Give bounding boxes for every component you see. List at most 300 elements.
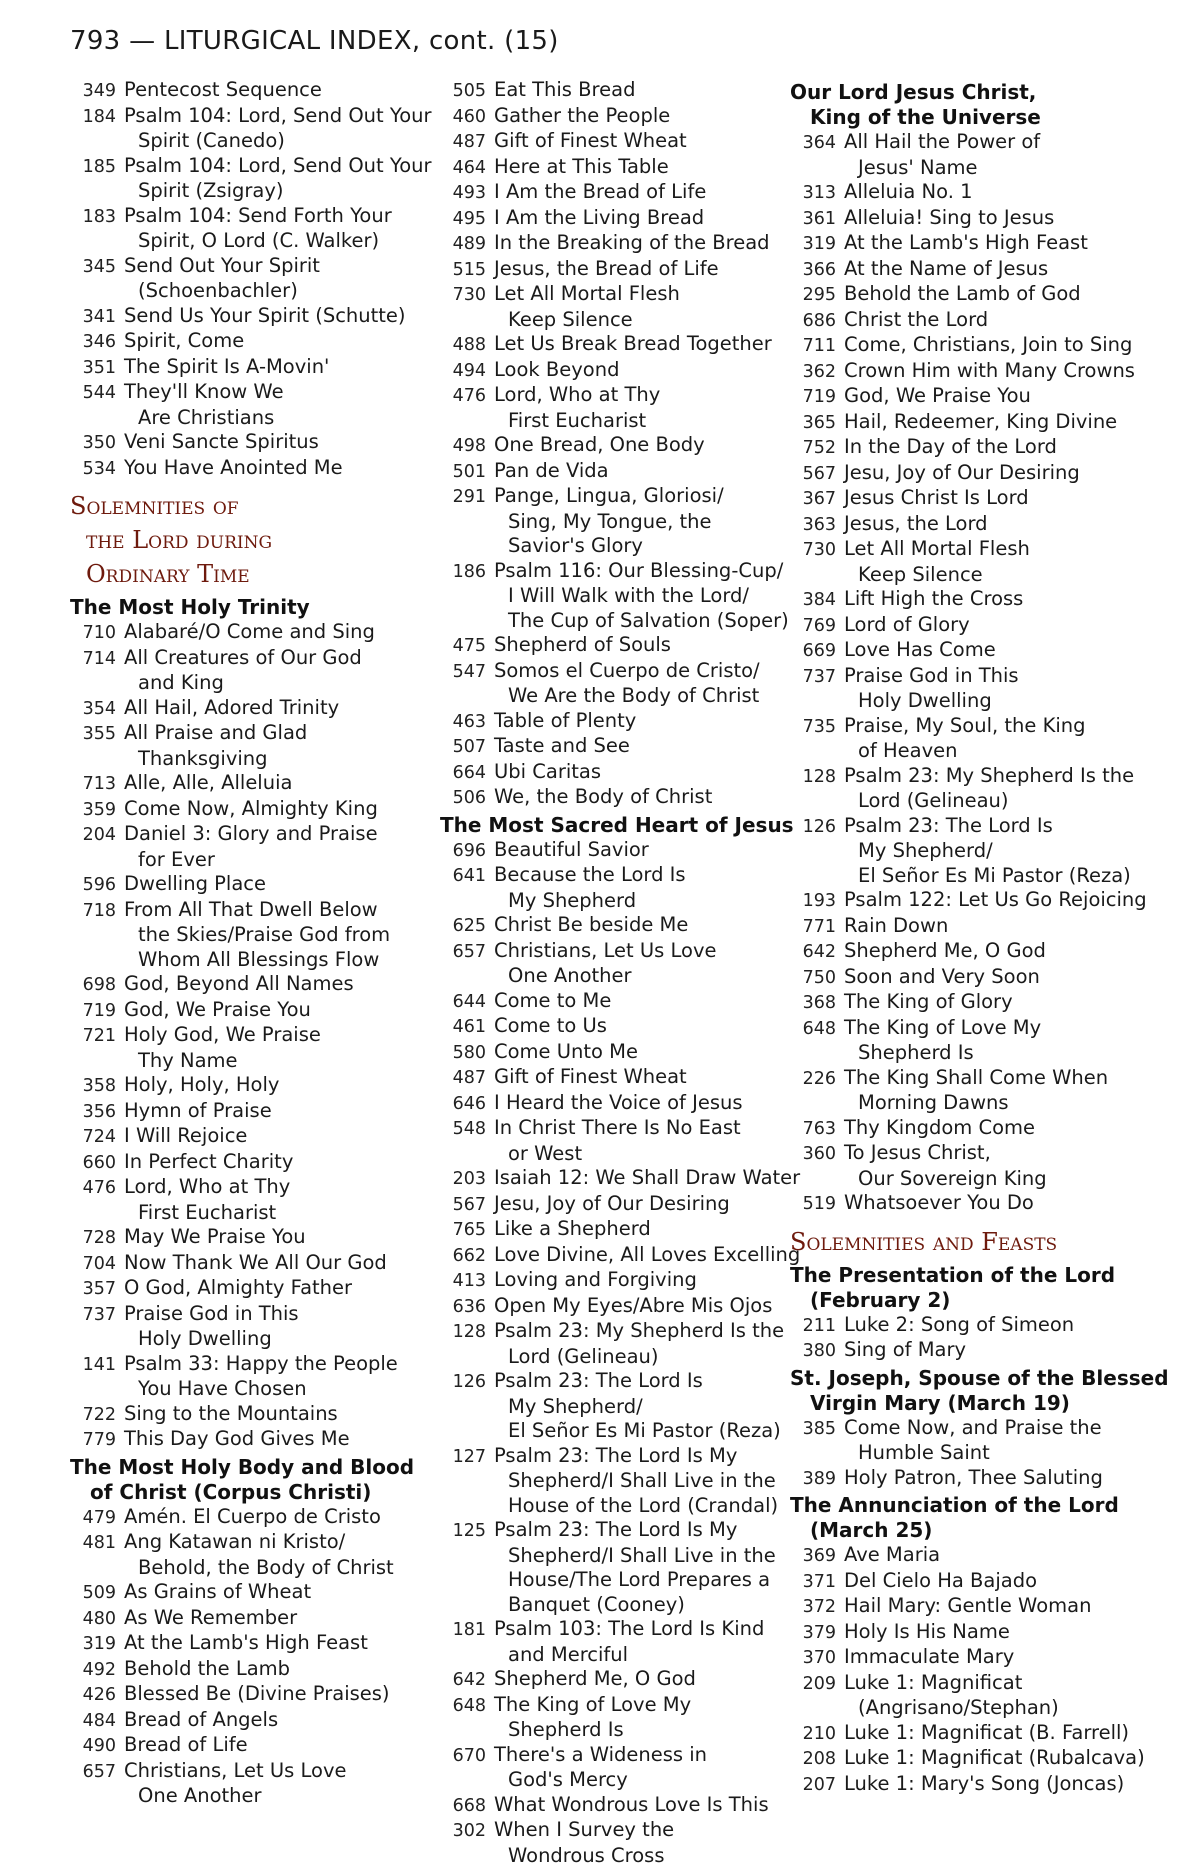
hymn-title: Daniel 3: Glory and Praise [124, 822, 378, 845]
index-entry [440, 1818, 790, 1844]
subsection-heading-line: The Most Holy Trinity [70, 595, 440, 620]
hymn-title: Ave Maria [844, 1543, 940, 1566]
hymn-title: As We Remember [124, 1606, 297, 1629]
hymn-title-continued: Jesus' Name [790, 156, 1180, 181]
section-heading [790, 1225, 1180, 1259]
hymn-number: 657 [440, 940, 486, 965]
hymn-number: 722 [70, 1403, 116, 1428]
index-entry [70, 1402, 440, 1428]
index-entry [70, 78, 440, 104]
hymn-number: 413 [440, 1269, 486, 1294]
index-entry [70, 1530, 440, 1556]
subsection-heading-line: (March 25) [790, 1518, 1180, 1543]
hymn-number: 125 [440, 1519, 486, 1544]
hymn-number: 494 [440, 359, 486, 384]
hymn-title: Alabaré/O Come and Sing [124, 620, 375, 643]
index-entry [790, 384, 1180, 410]
hymn-title: Come to Me [494, 989, 611, 1012]
index-entry [790, 308, 1180, 334]
hymn-title: Here at This Table [494, 155, 669, 178]
hymn-title: Lift High the Cross [844, 587, 1023, 610]
hymn-title: Praise God in This [844, 664, 1019, 687]
hymn-title: Psalm 23: The Lord Is My [494, 1444, 737, 1467]
hymn-title: God, Beyond All Names [124, 972, 354, 995]
hymn-number: 360 [790, 1142, 836, 1167]
hymn-number: 185 [70, 155, 116, 180]
hymn-number: 488 [440, 333, 486, 358]
hymn-title: Eat This Bread [494, 78, 635, 101]
hymn-number: 492 [70, 1658, 116, 1683]
section-heading [70, 489, 440, 591]
index-entry [70, 1099, 440, 1125]
index-entry [440, 1166, 790, 1192]
hymn-title: One Bread, One Body [494, 433, 705, 456]
hymn-number: 670 [440, 1744, 486, 1769]
hymn-number: 668 [440, 1794, 486, 1819]
hymn-number: 359 [70, 798, 116, 823]
hymn-number: 460 [440, 105, 486, 130]
hymn-number: 345 [70, 255, 116, 280]
hymn-number: 476 [440, 384, 486, 409]
index-entry [440, 1116, 790, 1142]
hymn-title-continued: Spirit (Zsigray) [70, 179, 440, 204]
hymn-title: Somos el Cuerpo de Cristo/ [494, 659, 760, 682]
index-entry [790, 764, 1180, 790]
subsection-heading [790, 1493, 1180, 1543]
hymn-title: Psalm 23: My Shepherd Is the [494, 1319, 784, 1342]
hymn-title: All Hail the Power of [844, 130, 1040, 153]
hymn-title: As Grains of Wheat [124, 1580, 311, 1603]
hymn-number: 495 [440, 207, 486, 232]
hymn-number: 714 [70, 647, 116, 672]
index-entry [440, 659, 790, 685]
hymn-number: 366 [790, 258, 836, 283]
hymn-title-continued: Shepherd Is [790, 1041, 1180, 1066]
index-entry [70, 1225, 440, 1251]
hymn-title: Praise, My Soul, the King [844, 714, 1086, 737]
hymn-title-continued: Spirit, O Lord (C. Walker) [70, 229, 440, 254]
hymn-title-continued: Sing, My Tongue, the [440, 510, 790, 535]
hymn-number: 476 [70, 1176, 116, 1201]
hymn-title: Lord, Who at Thy [124, 1175, 290, 1198]
hymn-title-continued: Behold, the Body of Christ [70, 1556, 440, 1581]
hymn-title-continued: One Another [70, 1784, 440, 1809]
hymn-title-continued: the Skies/Praise God from [70, 923, 440, 948]
index-entry [70, 1708, 440, 1734]
index-entry [440, 913, 790, 939]
hymn-title: All Praise and Glad [124, 721, 307, 744]
index-entry [790, 1016, 1180, 1042]
index-entry [70, 1606, 440, 1632]
hymn-number: 361 [790, 207, 836, 232]
index-entry [440, 1065, 790, 1091]
hymn-number: 349 [70, 79, 116, 104]
hymn-number: 642 [440, 1668, 486, 1693]
hymn-title: Like a Shepherd [494, 1217, 651, 1240]
hymn-title-continued: (Angrisano/Stephan) [790, 1696, 1180, 1721]
index-column-1 [70, 78, 440, 1809]
index-entry [70, 254, 440, 280]
hymn-title: Holy Is His Name [844, 1620, 1010, 1643]
index-entry [70, 1427, 440, 1453]
hymn-title: At the Lamb's High Feast [844, 231, 1088, 254]
hymn-number: 771 [790, 915, 836, 940]
hymn-title: Psalm 23: The Lord Is [494, 1369, 703, 1392]
hymn-title: Psalm 104: Lord, Send Out Your [124, 104, 432, 127]
index-entry [440, 1693, 790, 1719]
index-entry [70, 771, 440, 797]
subsection-heading [70, 1455, 440, 1505]
hymn-title-continued: of Heaven [790, 739, 1180, 764]
hymn-title: Amén. El Cuerpo de Cristo [124, 1505, 381, 1528]
hymn-title-continued: Spirit (Canedo) [70, 129, 440, 154]
hymn-title: Psalm 104: Send Forth Your [124, 204, 392, 227]
hymn-number: 625 [440, 914, 486, 939]
hymn-number: 355 [70, 722, 116, 747]
index-entry [70, 822, 440, 848]
hymn-number: 362 [790, 360, 836, 385]
hymn-title: Luke 1: Magnificat [844, 1671, 1022, 1694]
hymn-title: Christ Be beside Me [494, 913, 688, 936]
index-entry [70, 1175, 440, 1201]
hymn-number: 354 [70, 697, 116, 722]
hymn-number: 364 [790, 131, 836, 156]
hymn-number: 211 [790, 1314, 836, 1339]
index-entry [790, 130, 1180, 156]
hymn-title: Alleluia! Sing to Jesus [844, 206, 1054, 229]
index-entry [70, 620, 440, 646]
hymn-number: 646 [440, 1092, 486, 1117]
hymn-title: At the Name of Jesus [844, 257, 1048, 280]
index-entry [440, 1294, 790, 1320]
hymn-number: 384 [790, 588, 836, 613]
hymn-title: Rain Down [844, 914, 948, 937]
section-heading-line: the Lord during [70, 523, 440, 557]
hymn-number: 369 [790, 1544, 836, 1569]
index-entry [440, 484, 790, 510]
index-entry [440, 989, 790, 1015]
hymn-title-continued: Morning Dawns [790, 1091, 1180, 1116]
hymn-number: 636 [440, 1295, 486, 1320]
index-entry [790, 1721, 1180, 1747]
index-entry [440, 180, 790, 206]
index-entry [790, 410, 1180, 436]
hymn-title-continued: Keep Silence [440, 308, 790, 333]
hymn-title: Look Beyond [494, 358, 619, 381]
hymn-title: Shepherd Me, O God [844, 939, 1046, 962]
hymn-number: 385 [790, 1417, 836, 1442]
index-entry [440, 1793, 790, 1819]
index-entry [440, 104, 790, 130]
index-entry [440, 734, 790, 760]
index-entry [790, 965, 1180, 991]
hymn-number: 669 [790, 639, 836, 664]
hymn-title: The King of Love My [844, 1016, 1041, 1039]
hymn-title-continued: First Eucharist [70, 1201, 440, 1226]
hymn-number: 648 [790, 1017, 836, 1042]
index-entry [440, 633, 790, 659]
subsection-heading-line: Virgin Mary (March 19) [790, 1391, 1180, 1416]
hymn-title: Praise God in This [124, 1302, 299, 1325]
hymn-title: Hail Mary: Gentle Woman [844, 1594, 1091, 1617]
index-entry [790, 587, 1180, 613]
hymn-title: Send Out Your Spirit [124, 254, 320, 277]
hymn-title-continued: Shepherd/I Shall Live in the [440, 1469, 790, 1494]
index-entry [70, 380, 440, 406]
hymn-title: In Perfect Charity [124, 1150, 293, 1173]
index-column-2 [440, 78, 790, 1868]
hymn-number: 126 [440, 1370, 486, 1395]
hymn-number: 370 [790, 1646, 836, 1671]
page-header [70, 26, 559, 56]
hymn-number: 664 [440, 761, 486, 786]
index-entry [70, 355, 440, 381]
hymn-title-continued: First Eucharist [440, 409, 790, 434]
hymn-title-continued: God's Mercy [440, 1768, 790, 1793]
subsection-heading [790, 1263, 1180, 1313]
index-entry [790, 638, 1180, 664]
hymn-number: 128 [440, 1320, 486, 1345]
index-entry [440, 1319, 790, 1345]
index-entry [790, 914, 1180, 940]
subsection-heading-line: St. Joseph, Spouse of the Blessed [790, 1366, 1180, 1391]
hymn-title-continued: House/The Lord Prepares a [440, 1568, 790, 1593]
hymn-title: Holy, Holy, Holy [124, 1073, 279, 1096]
hymn-title-continued: My Shepherd/ [440, 1395, 790, 1420]
hymn-number: 493 [440, 181, 486, 206]
hymn-number: 730 [790, 538, 836, 563]
hymn-title-continued: You Have Chosen [70, 1377, 440, 1402]
hymn-number: 710 [70, 621, 116, 646]
hymn-title: Psalm 122: Let Us Go Rejoicing [844, 888, 1147, 911]
hymn-title-continued: I Will Walk with the Lord/ [440, 584, 790, 609]
hymn-title-continued: and King [70, 671, 440, 696]
index-entry [790, 1594, 1180, 1620]
hymn-title: When I Survey the [494, 1818, 674, 1841]
hymn-title-continued: House of the Lord (Crandal) [440, 1494, 790, 1519]
hymn-title: The King Shall Come When [844, 1066, 1108, 1089]
hymn-number: 501 [440, 460, 486, 485]
index-entry [790, 1338, 1180, 1364]
hymn-title: The King of Love My [494, 1693, 691, 1716]
hymn-title-continued: Are Christians [70, 406, 440, 431]
hymn-number: 737 [790, 665, 836, 690]
hymn-number: 730 [440, 283, 486, 308]
hymn-number: 209 [790, 1672, 836, 1697]
index-entry [70, 797, 440, 823]
hymn-number: 490 [70, 1734, 116, 1759]
index-entry [440, 1091, 790, 1117]
hymn-title: I Am the Living Bread [494, 206, 704, 229]
hymn-number: 350 [70, 431, 116, 456]
index-entry [70, 1073, 440, 1099]
index-entry [440, 1014, 790, 1040]
hymn-title: Spirit, Come [124, 329, 244, 352]
hymn-number: 207 [790, 1773, 836, 1798]
hymn-title: Loving and Forgiving [494, 1268, 697, 1291]
index-entry [790, 206, 1180, 232]
hymn-title-continued: El Señor Es Mi Pastor (Reza) [440, 1419, 790, 1444]
hymn-title-continued: Whom All Blessings Flow [70, 948, 440, 973]
index-entry [790, 613, 1180, 639]
index-entry [70, 898, 440, 924]
hymn-title-continued: We Are the Body of Christ [440, 684, 790, 709]
hymn-title-continued: Humble Saint [790, 1441, 1180, 1466]
hymn-number: 426 [70, 1683, 116, 1708]
index-entry [790, 461, 1180, 487]
hymn-title-continued: My Shepherd/ [790, 839, 1180, 864]
hymn-number: 358 [70, 1074, 116, 1099]
hymn-number: 515 [440, 258, 486, 283]
index-entry [70, 1352, 440, 1378]
hymn-number: 567 [440, 1193, 486, 1218]
index-entry [70, 329, 440, 355]
hymn-title: Gift of Finest Wheat [494, 129, 687, 152]
index-entry [790, 1141, 1180, 1167]
index-entry [70, 872, 440, 898]
index-entry [70, 1733, 440, 1759]
hymn-title-continued: Shepherd/I Shall Live in the [440, 1544, 790, 1569]
hymn-number: 489 [440, 232, 486, 257]
index-entry [790, 282, 1180, 308]
hymn-number: 389 [790, 1467, 836, 1492]
hymn-number: 204 [70, 823, 116, 848]
index-entry [70, 304, 440, 330]
hymn-title-continued: Thy Name [70, 1049, 440, 1074]
index-entry [70, 1505, 440, 1531]
hymn-title: Thy Kingdom Come [844, 1116, 1035, 1139]
hymn-title: Love Has Come [844, 638, 996, 661]
page-number: 793 [70, 26, 121, 56]
index-entry [70, 204, 440, 230]
hymn-title: Come, Christians, Join to Sing [844, 333, 1132, 356]
hymn-title-continued: El Señor Es Mi Pastor (Reza) [790, 864, 1180, 889]
hymn-number: 596 [70, 873, 116, 898]
index-entry [790, 1066, 1180, 1092]
hymn-title: Beautiful Savior [494, 838, 649, 861]
hymn-number: 544 [70, 381, 116, 406]
hymn-title-continued: The Cup of Salvation (Soper) [440, 609, 790, 634]
hymn-number: 534 [70, 457, 116, 482]
hymn-title: Taste and See [494, 734, 630, 757]
hymn-title-continued: Holy Dwelling [70, 1327, 440, 1352]
hymn-number: 210 [790, 1722, 836, 1747]
index-entry [440, 332, 790, 358]
index-entry [440, 358, 790, 384]
hymn-title: Blessed Be (Divine Praises) [124, 1682, 390, 1705]
hymn-title: Hail, Redeemer, King Divine [844, 410, 1117, 433]
index-entry [440, 1369, 790, 1395]
hymn-number: 580 [440, 1041, 486, 1066]
index-entry [440, 1192, 790, 1218]
hymn-number: 648 [440, 1694, 486, 1719]
hymn-title: Psalm 23: The Lord Is [844, 814, 1053, 837]
header-separator: — [129, 26, 155, 56]
index-entry [790, 180, 1180, 206]
index-entry [440, 1268, 790, 1294]
index-entry [440, 863, 790, 889]
hymn-title: The King of Glory [844, 990, 1013, 1013]
hymn-number: 479 [70, 1506, 116, 1531]
hymn-title: Gather the People [494, 104, 670, 127]
hymn-number: 371 [790, 1570, 836, 1595]
hymn-title: You Have Anointed Me [124, 456, 343, 479]
hymn-number: 181 [440, 1618, 486, 1643]
hymn-title: Send Us Your Spirit (Schutte) [124, 304, 406, 327]
subsection-heading [790, 1366, 1180, 1416]
hymn-title: There's a Wideness in [494, 1743, 707, 1766]
index-entry [790, 664, 1180, 690]
index-entry [440, 785, 790, 811]
hymn-number: 141 [70, 1353, 116, 1378]
hymn-number: 356 [70, 1100, 116, 1125]
index-entry [440, 1518, 790, 1544]
hymn-number: 662 [440, 1244, 486, 1269]
hymn-number: 226 [790, 1067, 836, 1092]
hymn-title: Isaiah 12: We Shall Draw Water [494, 1166, 800, 1189]
hymn-number: 721 [70, 1024, 116, 1049]
hymn-number: 319 [790, 232, 836, 257]
hymn-title: From All That Dwell Below [124, 898, 378, 921]
hymn-title: Luke 1: Magnificat (Rubalcava) [844, 1746, 1145, 1769]
index-entry [440, 206, 790, 232]
index-entry [70, 1657, 440, 1683]
index-entry [790, 486, 1180, 512]
hymn-title: May We Praise You [124, 1225, 306, 1248]
hymn-title: God, We Praise You [844, 384, 1031, 407]
index-entry [440, 1217, 790, 1243]
hymn-number: 704 [70, 1252, 116, 1277]
hymn-title-continued: or West [440, 1142, 790, 1167]
hymn-title: All Creatures of Our God [124, 646, 362, 669]
hymn-title-continued: Banquet (Cooney) [440, 1593, 790, 1618]
hymn-title: In the Day of the Lord [844, 435, 1057, 458]
index-entry [790, 537, 1180, 563]
hymn-number: 461 [440, 1015, 486, 1040]
hymn-title: Let All Mortal Flesh [844, 537, 1030, 560]
index-entry [70, 721, 440, 747]
hymn-title: Christians, Let Us Love [494, 939, 716, 962]
hymn-number: 126 [790, 815, 836, 840]
hymn-number: 686 [790, 309, 836, 334]
hymn-title-continued: Lord (Gelineau) [790, 789, 1180, 814]
hymn-title: At the Lamb's High Feast [124, 1631, 368, 1654]
hymn-title: Soon and Very Soon [844, 965, 1040, 988]
hymn-number: 363 [790, 513, 836, 538]
hymn-number: 208 [790, 1747, 836, 1772]
index-entry [790, 512, 1180, 538]
hymn-title: What Wondrous Love Is This [494, 1793, 769, 1816]
index-entry [70, 1302, 440, 1328]
hymn-number: 711 [790, 334, 836, 359]
index-entry [790, 359, 1180, 385]
hymn-title: Christians, Let Us Love [124, 1759, 346, 1782]
hymn-title: Pange, Lingua, Gloriosi/ [494, 484, 724, 507]
section-heading-line: Ordinary Time [70, 557, 440, 591]
hymn-number: 379 [790, 1621, 836, 1646]
index-entry [790, 1191, 1180, 1217]
hymn-title: Sing to the Mountains [124, 1402, 338, 1425]
index-entry [440, 939, 790, 965]
hymn-title: O God, Almighty Father [124, 1276, 352, 1299]
subsection-heading-line: The Most Holy Body and Blood [70, 1455, 440, 1480]
hymn-title: Gift of Finest Wheat [494, 1065, 687, 1088]
index-entry [790, 435, 1180, 461]
hymn-title-continued: My Shepherd [440, 889, 790, 914]
hymn-number: 696 [440, 839, 486, 864]
subsection-heading-line: The Annunciation of the Lord [790, 1493, 1180, 1518]
hymn-title: This Day God Gives Me [124, 1427, 350, 1450]
